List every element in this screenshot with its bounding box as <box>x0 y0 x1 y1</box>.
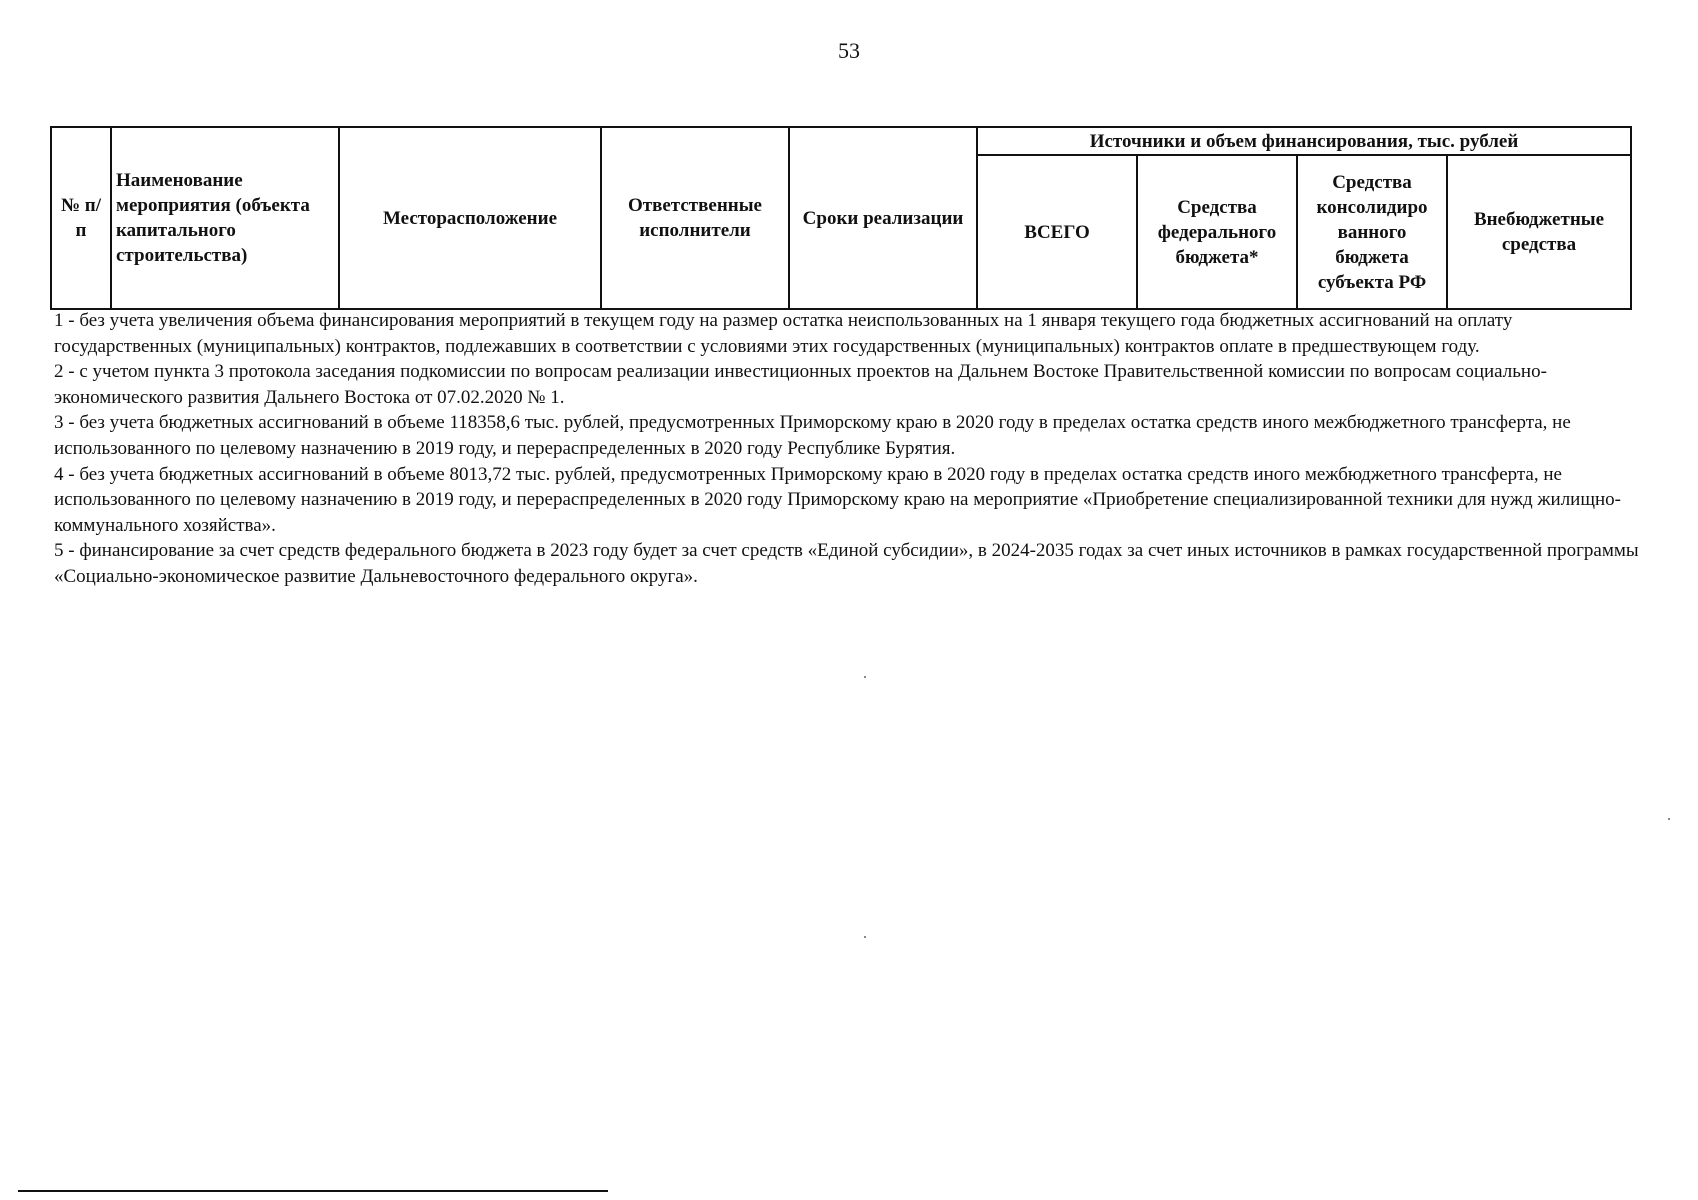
header-federal: Средства федерального бюджета* <box>1137 155 1297 309</box>
header-number: № п/п <box>51 127 111 309</box>
footer-rule <box>18 1190 608 1192</box>
header-terms: Сроки реализации <box>789 127 977 309</box>
footnote-1: 1 - без учета увеличения объема финансирования мероприятий в текущем году на размер остатка неиспользованных на 1 января текущего года бюджетных ассигнований на оплату государственных (муниципальных) контрактов, подлежавших в соответствии с условиями этих государственных (муниципальных) контрактов оплате в предшествующем году. <box>54 310 1513 357</box>
header-total: ВСЕГО <box>977 155 1137 309</box>
table-header-row-top <box>51 127 1631 155</box>
footnotes <box>54 308 1644 590</box>
footnote-5: 5 - финансирование за счет средств федерального бюджета в 2023 году будет за счет средств «Единой субсидии», в 2024-2035 годах за счет иных источников в рамках государственной программы «Социально-экономическое развитие Дальневосточного федерального округа». <box>54 540 1639 587</box>
footnote-3: 3 - без учета бюджетных ассигнований в объеме 118358,6 тыс. рублей, предусмотренных Приморскому краю в 2020 году в пределах остатка средств иного межбюджетного трансферта, не использованного по целевому назначению в 2019 году, и перераспределенных в 2020 году Республике Бурятия. <box>54 412 1571 459</box>
header-name: Наименование мероприятия (объекта капитального строительства) <box>111 127 339 309</box>
financing-table <box>50 126 1632 310</box>
page-number: 53 <box>838 38 860 63</box>
header-extrabudget: Внебюджетные средства <box>1447 155 1631 309</box>
scan-speck <box>1668 818 1670 820</box>
footnote-4: 4 - без учета бюджетных ассигнований в объеме 8013,72 тыс. рублей, предусмотренных Приморскому краю в 2020 году в пределах остатка средств иного межбюджетного трансферта, не использованного по целевому назначению в 2019 году, и перераспределенных в 2020 году Приморскому краю на мероприятие «Приобретение специализированной техники для нужд жилищно-коммунального хозяйства». <box>54 463 1621 536</box>
header-responsible: Ответственные исполнители <box>601 127 789 309</box>
scan-speck <box>864 676 866 678</box>
scan-speck <box>864 936 866 938</box>
footnote-2: 2 - с учетом пункта 3 протокола заседания подкомиссии по вопросам реализации инвестиционных проектов на Дальнем Востоке Правительственной комиссии по вопросам социально-экономического развития Дальнего Востока от 07.02.2020 № 1. <box>54 361 1547 408</box>
header-location: Месторасположение <box>339 127 601 309</box>
header-financing-group: Источники и объем финансирования, тыс. рублей <box>977 127 1631 155</box>
header-consolidated: Средства консолидиро ванного бюджета субъекта РФ <box>1297 155 1447 309</box>
